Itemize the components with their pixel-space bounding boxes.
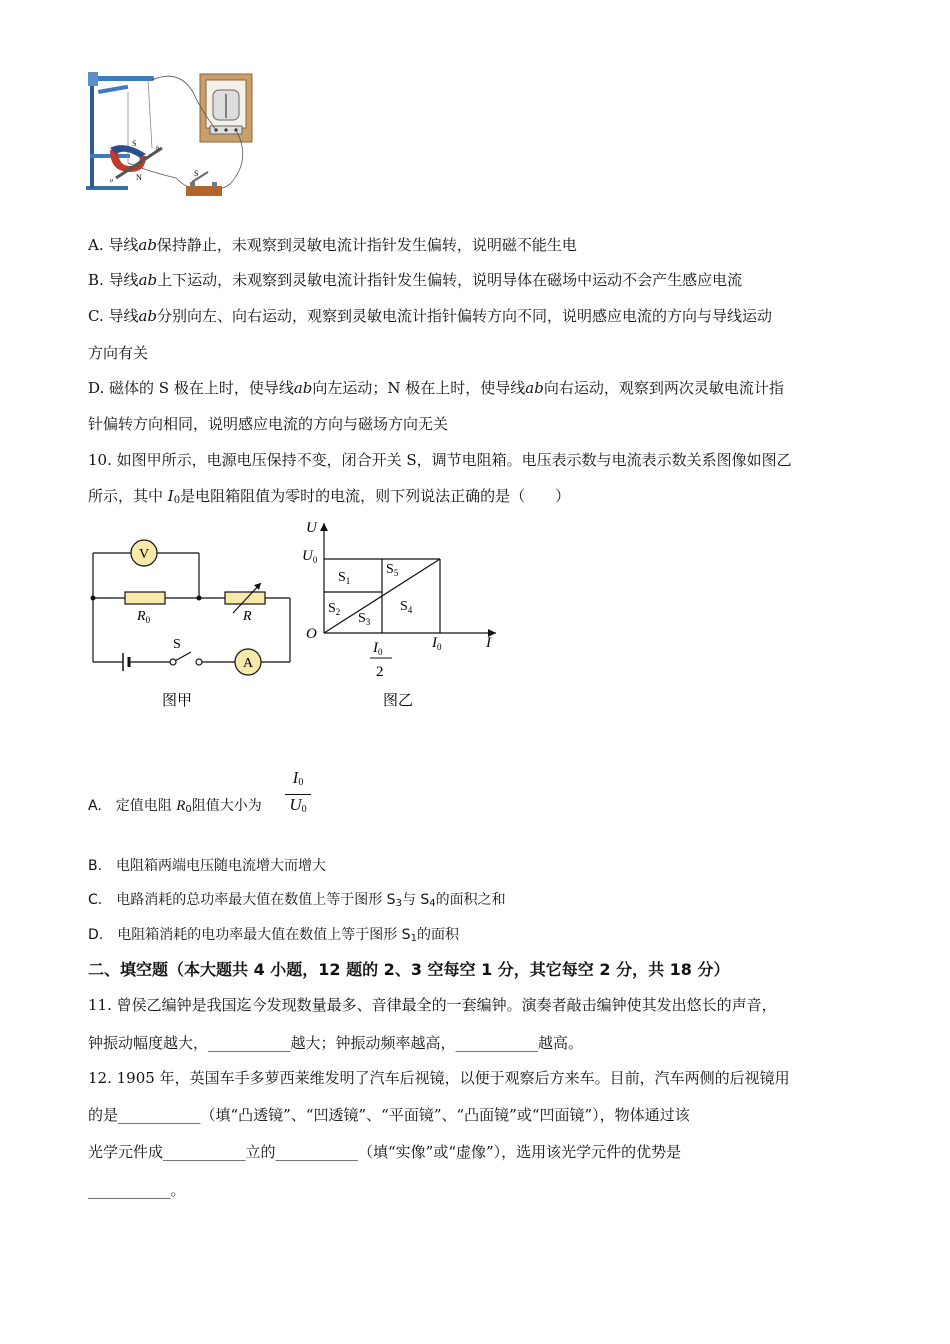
fixed-resistor-r0 bbox=[125, 592, 165, 604]
switch-label: S bbox=[173, 637, 181, 652]
q9-option-d-cont: 针偏转方向相同，说明感应电流的方向与磁场方向无关 bbox=[88, 415, 449, 433]
fraction-numerator: $I_0$ bbox=[292, 768, 304, 788]
q9-option-b: B. 导线ab上下运动，未观察到灵敏电流计指针发生偏转，说明导体在磁场中运动不会产生感应电流 bbox=[88, 271, 743, 289]
label-switch: S bbox=[194, 169, 199, 178]
q9-option-d: D. 磁体的 S 极在上时，使导线ab向左运动；N 极在上时，使导线ab向右运动，观察到两次灵敏电流计指 bbox=[88, 379, 784, 397]
half-i0-numerator: $I_0$ bbox=[373, 640, 383, 657]
junction-left bbox=[91, 596, 96, 601]
q12-line1: 12. 1905 年，英国车手多萝西莱维发明了汽车后视镜，以便于观察后方来车。目前，汽车两侧的后视镜用 bbox=[88, 1069, 790, 1087]
q10-option-d: D. 电阻箱消耗的电功率最大值在数值上等于图形 $S_1$的面积 bbox=[88, 927, 459, 944]
q10-stem-line1: 10. 如图甲所示，电源电压保持不变，闭合开关 S，调节电阻箱。电压表示数与电流表示数关系图像如图乙 bbox=[88, 451, 792, 469]
region-s3: $S_3$ bbox=[358, 611, 371, 627]
u0-label: $U_0$ bbox=[302, 548, 318, 565]
caption-jia: 图甲 bbox=[161, 693, 193, 709]
q10-option-c: C. 电路消耗的总功率最大值在数值上等于图形 $S_3$与 $S_4$的面积之和 bbox=[88, 892, 506, 909]
region-s2: $S_2$ bbox=[328, 601, 341, 617]
junction-right bbox=[197, 596, 202, 601]
stand-pole bbox=[90, 74, 94, 188]
induction-apparatus-figure bbox=[80, 68, 270, 204]
q9-option-c: C. 导线ab分别向左、向右运动，观察到灵敏电流计指针偏转方向不同，说明感应电流的方向与导线运动 bbox=[88, 307, 773, 325]
galvanometer bbox=[200, 74, 252, 142]
r-label: R bbox=[243, 609, 252, 624]
ui-graph-yi bbox=[300, 515, 510, 715]
origin-label: O bbox=[306, 626, 317, 642]
section2-title: 二、填空题（本大题共 4 小题，12 题的 2、3 空每空 1 分，其它每空 2 分，共 18 分） bbox=[88, 960, 730, 979]
caption-yi: 图乙 bbox=[382, 693, 414, 709]
q9-option-a: A. 导线ab保持静止，未观察到灵敏电流计指针发生偏转，说明磁不能生电 bbox=[88, 236, 577, 254]
i0-label: $I_0$ bbox=[432, 635, 442, 652]
q12-line3: 光学元件成___________立的___________（填“实像”或“虚像”），选用该光学元件的优势是 bbox=[88, 1143, 682, 1161]
fraction-denominator: $U_0$ bbox=[285, 794, 311, 819]
switch-contact bbox=[196, 659, 202, 665]
q10-option-a-fraction bbox=[285, 768, 311, 819]
q11-line1: 11. 曾侯乙编钟是我国迄今发现数量最多、音律最全的一套编钟。演奏者敲击编钟使其发出悠长的声音， bbox=[88, 996, 777, 1014]
q12-line2: 的是___________（填“凸透镜”、“凹透镜”、“平面镜”、“凸面镜”或“凹面镜”），物体通过该 bbox=[88, 1106, 690, 1124]
q12-line4: ___________。 bbox=[88, 1181, 186, 1199]
clamp-arm-lower bbox=[90, 154, 130, 158]
region-s1: $S_1$ bbox=[338, 570, 351, 586]
half-i0-denominator: 2 bbox=[376, 664, 384, 680]
label-south: S bbox=[132, 139, 137, 148]
i-axis-label: I bbox=[486, 635, 491, 651]
label-b: b bbox=[156, 146, 159, 152]
clamp-arm-upper bbox=[92, 76, 154, 81]
resistance-box-r bbox=[225, 592, 265, 604]
q9-option-c-cont: 方向有关 bbox=[88, 344, 149, 362]
label-a: a bbox=[110, 178, 113, 184]
q10-option-a: A. 定值电阻 $R_0$阻值大小为 bbox=[88, 798, 262, 815]
q11-line2: 钟振动幅度越大，___________越大；钟振动频率越高，___________越高。 bbox=[88, 1034, 584, 1052]
circuit-diagram-jia bbox=[85, 535, 300, 715]
q10-option-b: B. 电阻箱两端电压随电流增大而增大 bbox=[88, 858, 327, 874]
r0-label: $R_0$ bbox=[137, 609, 151, 625]
switch-pivot bbox=[170, 659, 176, 665]
ammeter-label: A bbox=[242, 656, 254, 671]
u-axis-label: U bbox=[306, 520, 317, 536]
region-s5: $S_5$ bbox=[386, 562, 399, 578]
label-north: N bbox=[136, 173, 142, 182]
region-s4: $S_4$ bbox=[400, 599, 413, 615]
voltmeter-label: V bbox=[138, 547, 150, 562]
knife-switch bbox=[186, 172, 222, 196]
q10-stem-line2: 所示，其中 $I_0$是电阻箱阻值为零时的电流，则下列说法正确的是（ ） bbox=[88, 487, 571, 506]
